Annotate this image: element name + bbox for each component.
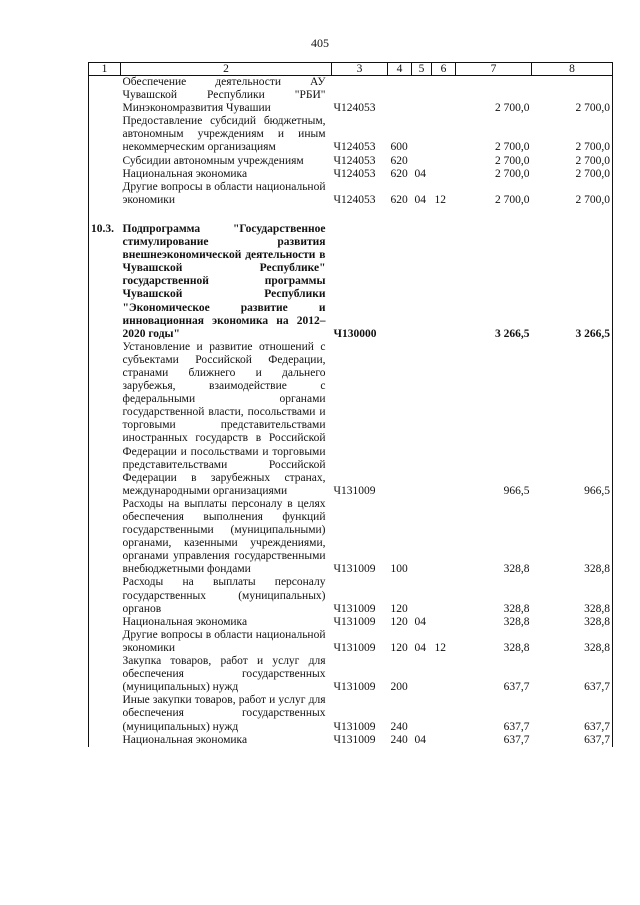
amount-2016: 2 700,0 <box>532 181 613 207</box>
table-row <box>89 734 613 747</box>
amount-2015: 637,7 <box>503 681 530 694</box>
column-header: 1 <box>89 63 121 76</box>
target-article-code: Ч131009 <box>333 615 376 628</box>
section-code <box>412 115 432 154</box>
table-row <box>89 694 613 733</box>
column-number-header <box>89 63 613 76</box>
section-code <box>412 76 432 116</box>
subsection-code <box>432 576 456 615</box>
row-spacer <box>89 207 613 223</box>
amount-2016: 637,7 <box>532 655 613 694</box>
amount-2015: 2 700,0 <box>495 154 530 167</box>
target-article-code: Ч124053 <box>333 167 376 180</box>
row-name: Расходы на выплаты персоналу государственных (муниципальных) органов <box>122 576 326 615</box>
subsection-code <box>432 115 456 154</box>
amount-2016: 328,8 <box>532 629 613 655</box>
table-row <box>89 168 613 181</box>
section-code: 04 <box>414 193 426 206</box>
page-number: 405 <box>311 36 329 50</box>
table-row <box>89 629 613 655</box>
column-header: 6 <box>432 63 456 76</box>
table-row <box>89 223 613 341</box>
amount-2015: 328,8 <box>503 641 530 654</box>
row-index <box>89 115 121 154</box>
amount-2016: 637,7 <box>532 734 613 747</box>
row-name: Национальная экономика <box>122 167 248 180</box>
expense-type-code <box>388 341 412 498</box>
amount-2016: 328,8 <box>532 616 613 629</box>
amount-2015: 637,7 <box>503 720 530 733</box>
subsection-code <box>432 155 456 168</box>
column-header: 5 <box>412 63 432 76</box>
amount-2015: 328,8 <box>503 615 530 628</box>
row-name: Закупка товаров, работ и услуг для обеспечения государственных (муниципальных) нужд <box>122 655 326 694</box>
expense-type-code: 240 <box>390 720 408 733</box>
table-row <box>89 576 613 615</box>
amount-2015: 2 700,0 <box>495 102 530 115</box>
row-index <box>89 498 121 577</box>
row-index <box>89 341 121 498</box>
expense-type-code: 600 <box>390 141 408 154</box>
row-name: Субсидии автономным учреждениям <box>122 154 304 167</box>
table-row <box>89 498 613 577</box>
target-article-code: Ч131009 <box>333 720 376 733</box>
subsection-code <box>432 168 456 181</box>
expense-type-code: 240 <box>390 733 408 746</box>
table-row <box>89 616 613 629</box>
row-index <box>89 629 121 655</box>
amount-2015: 2 700,0 <box>495 167 530 180</box>
amount-2015: 3 266,5 <box>495 327 530 340</box>
row-index: 10.3. <box>89 223 121 341</box>
row-name: Национальная экономика <box>122 733 248 746</box>
row-name: Другие вопросы в области национальной экономики <box>122 628 326 654</box>
section-code: 04 <box>414 167 426 180</box>
expense-type-code: 620 <box>390 193 408 206</box>
target-article-code: Ч124053 <box>333 102 376 115</box>
section-code <box>412 155 432 168</box>
amount-2016: 2 700,0 <box>532 155 613 168</box>
expense-type-code: 120 <box>390 602 408 615</box>
subsection-code <box>432 76 456 116</box>
expense-type-code: 120 <box>390 615 408 628</box>
column-header: 8 <box>532 63 613 76</box>
amount-2016: 2 700,0 <box>532 115 613 154</box>
amount-2016: 328,8 <box>532 576 613 615</box>
row-name: Подпрограмма "Государственное стимулирование развития внешнеэкономической деятельности в Чувашской Республике" государственной программы Чувашской Республики "Экономическое развитие и инновационная экономика на 2012–2020 годы" <box>122 222 326 340</box>
expense-type-code: 200 <box>390 681 408 694</box>
section-code: 04 <box>414 615 426 628</box>
amount-2015: 2 700,0 <box>495 141 530 154</box>
subsection-code <box>432 616 456 629</box>
row-index <box>89 576 121 615</box>
target-article-code: Ч124053 <box>333 193 376 206</box>
amount-2015: 966,5 <box>503 484 530 497</box>
table-row <box>89 181 613 207</box>
expense-type-code: 120 <box>390 641 408 654</box>
expense-type-code <box>388 76 412 116</box>
row-name: Установление и развитие отношений с субъектами Российской Федерации, странами ближнего и дальнего зарубежья, взаимодействие с федеральными органами государственной власти, посольствами и торговыми представительствами иностранных государств в Российской Федерации и посольствами и торговыми представительствами Российской Федерации в зарубежных странах, международными организациями <box>122 340 326 497</box>
row-index <box>89 181 121 207</box>
amount-2016: 3 266,5 <box>532 223 613 341</box>
section-code <box>412 655 432 694</box>
table-row <box>89 115 613 154</box>
expense-type-code <box>388 223 412 341</box>
subsection-code <box>432 223 456 341</box>
section-code <box>412 223 432 341</box>
row-name: Предоставление субсидий бюджетным, автономным учреждениям и иным некоммерческим организациям <box>122 115 326 154</box>
target-article-code: Ч130000 <box>333 327 377 340</box>
row-index <box>89 694 121 733</box>
section-code: 04 <box>414 733 426 746</box>
expense-type-code: 620 <box>390 154 408 167</box>
section-code <box>412 694 432 733</box>
subsection-code <box>432 655 456 694</box>
amount-2016: 328,8 <box>532 498 613 577</box>
table-row <box>89 655 613 694</box>
row-index <box>89 734 121 747</box>
subsection-code <box>432 734 456 747</box>
column-header: 2 <box>121 63 332 76</box>
target-article-code: Ч131009 <box>333 681 376 694</box>
row-name: Национальная экономика <box>122 615 248 628</box>
row-name: Обеспечение деятельности АУ Чувашской Республики "РБИ" Минэкономразвития Чувашии <box>122 76 326 115</box>
amount-2015: 637,7 <box>503 733 530 746</box>
target-article-code: Ч124053 <box>333 141 376 154</box>
table-row <box>89 155 613 168</box>
table-row <box>89 341 613 498</box>
row-name: Другие вопросы в области национальной экономики <box>122 180 326 206</box>
expense-type-code: 620 <box>390 167 408 180</box>
amount-2016: 2 700,0 <box>532 76 613 116</box>
target-article-code: Ч131009 <box>333 602 376 615</box>
section-code <box>412 498 432 577</box>
expense-type-code: 100 <box>390 563 408 576</box>
amount-2015: 328,8 <box>503 563 530 576</box>
row-index <box>89 155 121 168</box>
row-index <box>89 76 121 116</box>
column-header: 7 <box>456 63 532 76</box>
subsection-code: 12 <box>434 641 446 654</box>
row-index <box>89 616 121 629</box>
amount-2016: 637,7 <box>532 694 613 733</box>
target-article-code: Ч131009 <box>333 563 376 576</box>
amount-2015: 328,8 <box>503 602 530 615</box>
table-row <box>89 76 613 116</box>
target-article-code: Ч131009 <box>333 484 376 497</box>
row-name: Иные закупки товаров, работ и услуг для обеспечения государственных (муниципальных) нужд <box>122 694 326 733</box>
amount-2016: 2 700,0 <box>532 168 613 181</box>
subsection-code <box>432 498 456 577</box>
row-index <box>89 168 121 181</box>
subsection-code: 12 <box>434 193 446 206</box>
subsection-code <box>432 341 456 498</box>
target-article-code: Ч124053 <box>333 154 376 167</box>
section-code <box>412 341 432 498</box>
column-header: 3 <box>332 63 388 76</box>
row-name: Расходы на выплаты персоналу в целях обеспечения выполнения функций государственными (муниципальными) органами, казенными учреждениями, органами управления государственными внебюджетными фондами <box>122 497 326 576</box>
subsection-code <box>432 694 456 733</box>
section-code: 04 <box>414 641 426 654</box>
budget-table <box>88 62 613 747</box>
amount-2015: 2 700,0 <box>495 193 530 206</box>
amount-2016: 966,5 <box>532 341 613 498</box>
target-article-code: Ч131009 <box>333 733 376 746</box>
target-article-code: Ч131009 <box>333 641 376 654</box>
row-index <box>89 655 121 694</box>
column-header: 4 <box>388 63 412 76</box>
section-code <box>412 576 432 615</box>
